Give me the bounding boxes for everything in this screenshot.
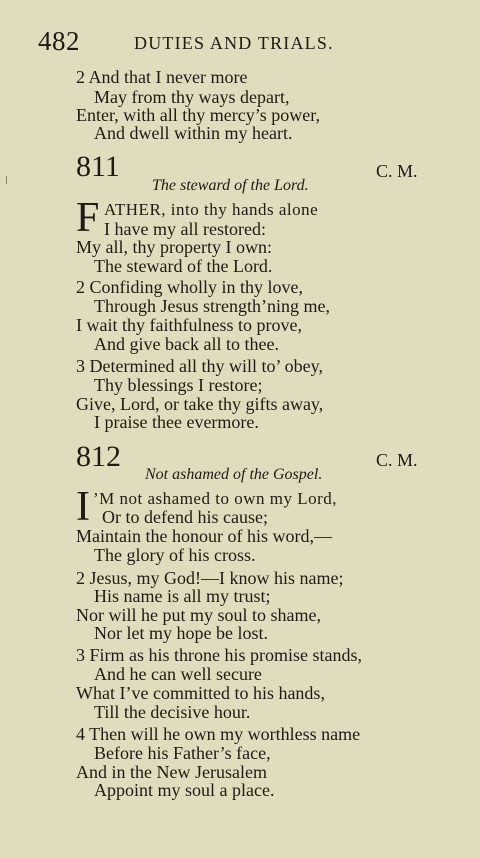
hymn-subtitle: Not ashamed of the Gospel. [145,466,323,483]
verse-line: I praise thee evermore. [94,412,259,432]
verse-line: And he can well secure [94,664,262,684]
hymn-number: 812 [76,440,121,473]
verse-line: Enter, with all thy mercy’s power, [76,105,320,125]
verse-line: Before his Father’s face, [94,743,271,763]
verse-line: The steward of the Lord. [94,256,273,276]
drop-capital: F [76,195,100,241]
verse-line: And in the New Jerusalem [76,762,267,782]
verse-line: ATHER, into thy hands alone [104,200,319,219]
drop-capital: I [76,484,90,530]
verse-line: Thy blessings I restore; [94,375,263,395]
verse-line: 3 Firm as his throne his promise stands, [76,645,362,665]
verse-line: Give, Lord, or take thy gifts away, [76,394,324,414]
verse-line: My all, thy property I own: [76,237,272,257]
verse-line: Through Jesus strength’ning me, [94,296,330,316]
running-title: DUTIES AND TRIALS. [134,33,334,53]
verse-line: Till the decisive hour. [94,702,251,722]
verse-line: Nor will he put my soul to shame, [76,605,321,625]
verse-line: 2 Jesus, my God!—I know his name; [76,568,344,588]
hymn-meter: C. M. [376,450,418,470]
margin-mark [6,176,7,184]
verse-line: What I’ve committed to his hands, [76,683,325,703]
verse-line: I wait thy faithfulness to prove, [76,315,302,335]
verse-line: Nor let my hope be lost. [94,623,268,643]
verse-line: His name is all my trust; [94,586,271,606]
verse-line: And dwell within my heart. [94,123,293,143]
verse-line: 4 Then will he own my worthless name [76,724,361,744]
verse-line: 2 Confiding wholly in thy love, [76,277,303,297]
page-header [38,26,440,56]
verse-line: Appoint my soul a place. [94,780,275,800]
page-number: 482 [38,26,80,56]
hymn-subtitle: The steward of the Lord. [152,177,309,194]
hymn-number: 811 [76,150,120,183]
verse-line: May from thy ways depart, [94,87,290,107]
verse-line: 3 Determined all thy will to’ obey, [76,356,323,376]
verse-line: ’M not ashamed to own my Lord, [93,489,337,508]
verse-line: Maintain the honour of his word,— [76,526,332,546]
hymn-meter: C. M. [376,161,418,181]
verse-line: The glory of his cross. [94,545,256,565]
verse-line: Or to defend his cause; [102,507,268,527]
verse-line: And give back all to thee. [94,334,279,354]
verse-line: 2 And that I never more [76,67,248,87]
verse-line: I have my all restored: [104,219,266,239]
